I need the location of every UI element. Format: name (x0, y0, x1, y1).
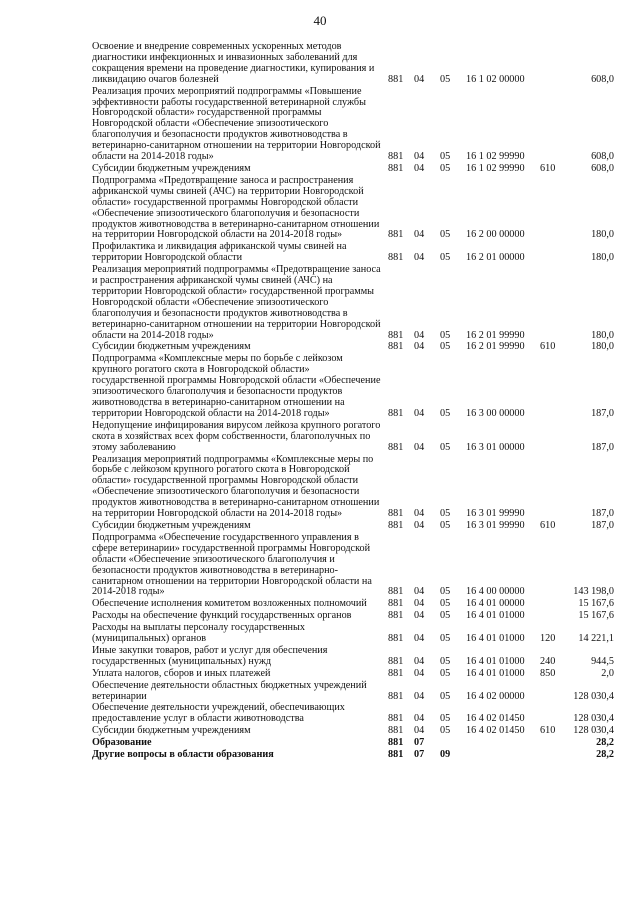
amount-value: 608,0 (591, 162, 614, 174)
target-article-code: 16 2 00 00000 (466, 229, 525, 241)
subsection-code: 05 (440, 519, 451, 531)
grbs-code: 881 (388, 329, 404, 341)
table-row (92, 455, 614, 521)
section-code: 04 (414, 441, 425, 453)
subsection-code: 05 (440, 655, 451, 667)
row-description: Обеспечение деятельности учреждений, обеспечивающих предоставление услуг в области животноводства (92, 702, 345, 725)
grbs-code: 881 (388, 610, 404, 622)
section-code: 04 (414, 655, 425, 667)
amount-value: 187,0 (591, 407, 614, 419)
amount-value: 128 030,4 (573, 725, 614, 737)
table-row (92, 669, 614, 681)
target-article-code (466, 738, 540, 750)
row-description: Субсидии бюджетным учреждениям (92, 519, 251, 531)
subsection-code: 05 (440, 633, 451, 645)
grbs-code: 881 (388, 725, 404, 737)
subsection-code: 05 (440, 229, 451, 241)
grbs-code: 881 (388, 690, 404, 702)
row-description: Расходы на выплаты персоналу государственных (муниципальных) органов (92, 622, 305, 645)
expense-type-code (540, 354, 564, 420)
amount-value: 180,0 (591, 229, 614, 241)
expense-type-code (540, 455, 564, 521)
row-description: Профилактика и ликвидация африканской чумы свиней на территории Новгородской области (92, 241, 347, 264)
table-row (92, 242, 614, 265)
expense-type-code (540, 533, 564, 599)
subsection-code: 05 (440, 610, 451, 622)
row-description: Обеспечение деятельности областных бюджетных учреждений ветеринарии (92, 679, 367, 702)
section-code: 04 (414, 73, 425, 85)
section-code: 04 (414, 341, 425, 353)
subsection-code: 05 (440, 586, 451, 598)
section-code: 04 (414, 713, 425, 725)
section-code: 07 (414, 737, 425, 749)
table-row (92, 750, 614, 762)
table-row (92, 646, 614, 669)
grbs-code: 881 (388, 667, 404, 679)
amount-value: 180,0 (591, 341, 614, 353)
target-article-code: 16 4 02 00000 (466, 690, 525, 702)
expense-type-code (540, 87, 564, 164)
row-description: Реализация прочих мероприятий подпрограммы «Повышение эффективности работы государственной ветеринарной службы Новгородской области» государственной программы Новгородской области «Обеспечение эпизоотического благополучия и безопасности продуктов животноводства в ветеринарно-санитарном отношении на территории Новгородской области на 2014-2018 годы» (92, 85, 381, 163)
subsection-code: 05 (440, 690, 451, 702)
row-description: Подпрограмма «Предотвращение заноса и распространения африканской чумы свиней (АЧС) на территории Новгородской области» государственной программы Новгородской области «Обеспечение эпизоотического благополучия и безопасности продуктов животноводства в ветеринарно-санитарном отношении на территории Новгородской области на 2014-2018 годы» (92, 174, 380, 241)
row-description: Образование (92, 737, 152, 749)
subsection-code: 05 (440, 341, 451, 353)
table-row (92, 265, 614, 342)
target-article-code: 16 2 01 00000 (466, 252, 525, 264)
table-row (92, 176, 614, 242)
grbs-code: 881 (388, 162, 404, 174)
budget-table (92, 42, 614, 762)
amount-value: 15 167,6 (578, 610, 614, 622)
subsection-code: 05 (440, 713, 451, 725)
grbs-code: 881 (388, 655, 404, 667)
subsection-code: 05 (440, 151, 451, 163)
target-article-code: 16 4 01 01000 (466, 610, 525, 622)
grbs-code: 881 (388, 441, 404, 453)
table-row (92, 421, 614, 455)
amount-value: 608,0 (591, 151, 614, 163)
target-article-code (466, 750, 540, 762)
amount-value: 608,0 (591, 73, 614, 85)
target-article-code: 16 2 01 99990 (466, 329, 525, 341)
target-article-code: 16 3 01 99990 (466, 508, 525, 520)
section-code: 07 (414, 749, 425, 761)
amount-value: 187,0 (591, 519, 614, 531)
target-article-code: 16 2 01 99990 (466, 341, 525, 353)
amount-value: 128 030,4 (573, 713, 614, 725)
section-code: 04 (414, 229, 425, 241)
target-article-code: 16 3 00 00000 (466, 407, 525, 419)
target-article-code: 16 4 02 01450 (466, 725, 525, 737)
target-article-code: 16 3 01 99990 (466, 519, 525, 531)
amount-value: 128 030,4 (573, 690, 614, 702)
row-description: Подпрограмма «Обеспечение государственного управления в сфере ветеринарии» государственной программы Новгородской области «Обеспечение эпизоотического благополучия и безопасности продуктов животноводства в ветеринарно-санитарном отношении на территории Новгородской области на 2014-2018 годы» (92, 531, 372, 598)
section-code: 04 (414, 519, 425, 531)
section-code: 04 (414, 690, 425, 702)
expense-type-code (540, 265, 564, 342)
expense-type-code (540, 738, 564, 750)
table-row (92, 42, 614, 87)
expense-type-code (540, 681, 564, 704)
target-article-code: 16 4 01 00000 (466, 598, 525, 610)
amount-value: 28,2 (596, 749, 614, 761)
table-row (92, 354, 614, 420)
section-code: 04 (414, 667, 425, 679)
target-article-code: 16 1 02 99990 (466, 162, 525, 174)
subsection-code: 05 (440, 667, 451, 679)
target-article-code: 16 1 02 99990 (466, 151, 525, 163)
table-row (92, 681, 614, 704)
section-code: 04 (414, 508, 425, 520)
amount-value: 187,0 (591, 508, 614, 520)
expense-type-code: 610 (540, 341, 556, 353)
subsection-code: 05 (440, 441, 451, 453)
row-description: Обеспечение исполнения комитетом возложенных полномочий (92, 598, 367, 610)
grbs-code: 881 (388, 151, 404, 163)
target-article-code: 16 4 02 01450 (466, 713, 525, 725)
amount-value: 2,0 (601, 667, 614, 679)
section-code: 04 (414, 407, 425, 419)
amount-value: 187,0 (591, 441, 614, 453)
expense-type-code: 610 (540, 519, 556, 531)
subsection-code: 05 (440, 598, 451, 610)
target-article-code: 16 4 01 01000 (466, 667, 525, 679)
subsection-code: 05 (440, 725, 451, 737)
grbs-code: 881 (388, 508, 404, 520)
grbs-code: 881 (388, 73, 404, 85)
target-article-code: 16 4 00 00000 (466, 586, 525, 598)
expense-type-code (540, 42, 564, 87)
subsection-code: 05 (440, 162, 451, 174)
expense-type-code (540, 611, 564, 623)
subsection-code: 05 (440, 407, 451, 419)
grbs-code: 881 (388, 633, 404, 645)
target-article-code: 16 4 01 01000 (466, 655, 525, 667)
table-row (92, 726, 614, 738)
row-description: Иные закупки товаров, работ и услуг для обеспечения государственных (муниципальных) нужд (92, 644, 328, 667)
row-description: Другие вопросы в области образования (92, 749, 274, 761)
amount-value: 180,0 (591, 329, 614, 341)
row-description: Реализация мероприятий подпрограммы «Предотвращение заноса и распространения африканской чумы свиней (АЧС) на территории Новгородской области» государственной программы Новгородской области «Обеспечение эпизоотического благополучия и безопасности продуктов животноводства в ветеринарно-санитарном отношении на территории Новгородской области на 2014-2018 годы» (92, 264, 381, 341)
table-row (92, 623, 614, 646)
amount-value: 28,2 (596, 737, 614, 749)
expense-type-code (540, 421, 564, 455)
target-article-code: 16 1 02 00000 (466, 73, 525, 85)
row-description: Субсидии бюджетным учреждениям (92, 725, 251, 737)
subsection-code: 05 (440, 508, 451, 520)
expense-type-code: 610 (540, 725, 556, 737)
section-code: 04 (414, 633, 425, 645)
expense-type-code (540, 703, 564, 726)
subsection-code: 09 (440, 749, 451, 761)
row-description: Расходы на обеспечение функций государственных органов (92, 610, 352, 622)
table-row (92, 87, 614, 164)
amount-value: 143 198,0 (573, 586, 614, 598)
section-code: 04 (414, 162, 425, 174)
section-code: 04 (414, 252, 425, 264)
expense-type-code (540, 599, 564, 611)
amount-value: 944,5 (591, 655, 614, 667)
target-article-code: 16 3 01 00000 (466, 441, 525, 453)
amount-value: 14 221,1 (578, 633, 614, 645)
amount-value: 15 167,6 (578, 598, 614, 610)
grbs-code: 881 (388, 713, 404, 725)
grbs-code: 881 (388, 407, 404, 419)
grbs-code: 881 (388, 749, 404, 761)
grbs-code: 881 (388, 598, 404, 610)
amount-value: 180,0 (591, 252, 614, 264)
section-code: 04 (414, 329, 425, 341)
expense-type-code: 610 (540, 162, 556, 174)
row-description: Недопущение инфицирования вирусом лейкоза крупного рогатого скота в хозяйствах всех форм собственности, благополучных по этому заболеванию (92, 419, 381, 453)
grbs-code: 881 (388, 252, 404, 264)
expense-type-code (540, 750, 564, 762)
expense-type-code: 120 (540, 633, 556, 645)
section-code: 04 (414, 725, 425, 737)
grbs-code: 881 (388, 586, 404, 598)
expense-type-code: 240 (540, 655, 556, 667)
grbs-code: 881 (388, 229, 404, 241)
row-description: Уплата налогов, сборов и иных платежей (92, 667, 271, 679)
subsection-code: 05 (440, 329, 451, 341)
row-description: Субсидии бюджетным учреждениям (92, 162, 251, 174)
row-description: Освоение и внедрение современных ускоренных методов диагностики инфекционных и инвазионных заболеваний для сокращения времени на проведение диагностики, купирования и ликвидацию очагов болезней (92, 41, 375, 85)
expense-type-code: 850 (540, 667, 556, 679)
row-description: Подпрограмма «Комплексные меры по борьбе с лейкозом крупного рогатого скота в Новгородской области» государственной программы Новгородской области «Обеспечение эпизоотического благополучия и безопасности продуктов животноводства в ветеринарно-санитарном отношении на территории Новгородской области на 2014-2018 годы» (92, 353, 381, 419)
section-code: 04 (414, 610, 425, 622)
grbs-code: 881 (388, 341, 404, 353)
expense-type-code (540, 176, 564, 242)
page-number: 40 (313, 13, 327, 28)
subsection-code: 05 (440, 73, 451, 85)
budget-table-body (92, 42, 614, 762)
table-row (92, 533, 614, 599)
table-row (92, 703, 614, 726)
subsection-code: 05 (440, 252, 451, 264)
target-article-code: 16 4 01 01000 (466, 633, 525, 645)
grbs-code: 881 (388, 519, 404, 531)
row-description: Субсидии бюджетным учреждениям (92, 341, 251, 353)
row-description: Реализация мероприятий подпрограммы «Комплексные меры по борьбе с лейкозом крупного рогатого скота в Новгородской области» государственной программы Новгородской области «Обеспечение эпизоотического благополучия и безопасности продуктов животноводства в ветеринарно-санитарном отношении на территории Новгородской области на 2014-2018 годы» (92, 453, 380, 520)
section-code: 04 (414, 151, 425, 163)
section-code: 04 (414, 598, 425, 610)
expense-type-code (540, 242, 564, 265)
grbs-code: 881 (388, 737, 404, 749)
section-code: 04 (414, 586, 425, 598)
